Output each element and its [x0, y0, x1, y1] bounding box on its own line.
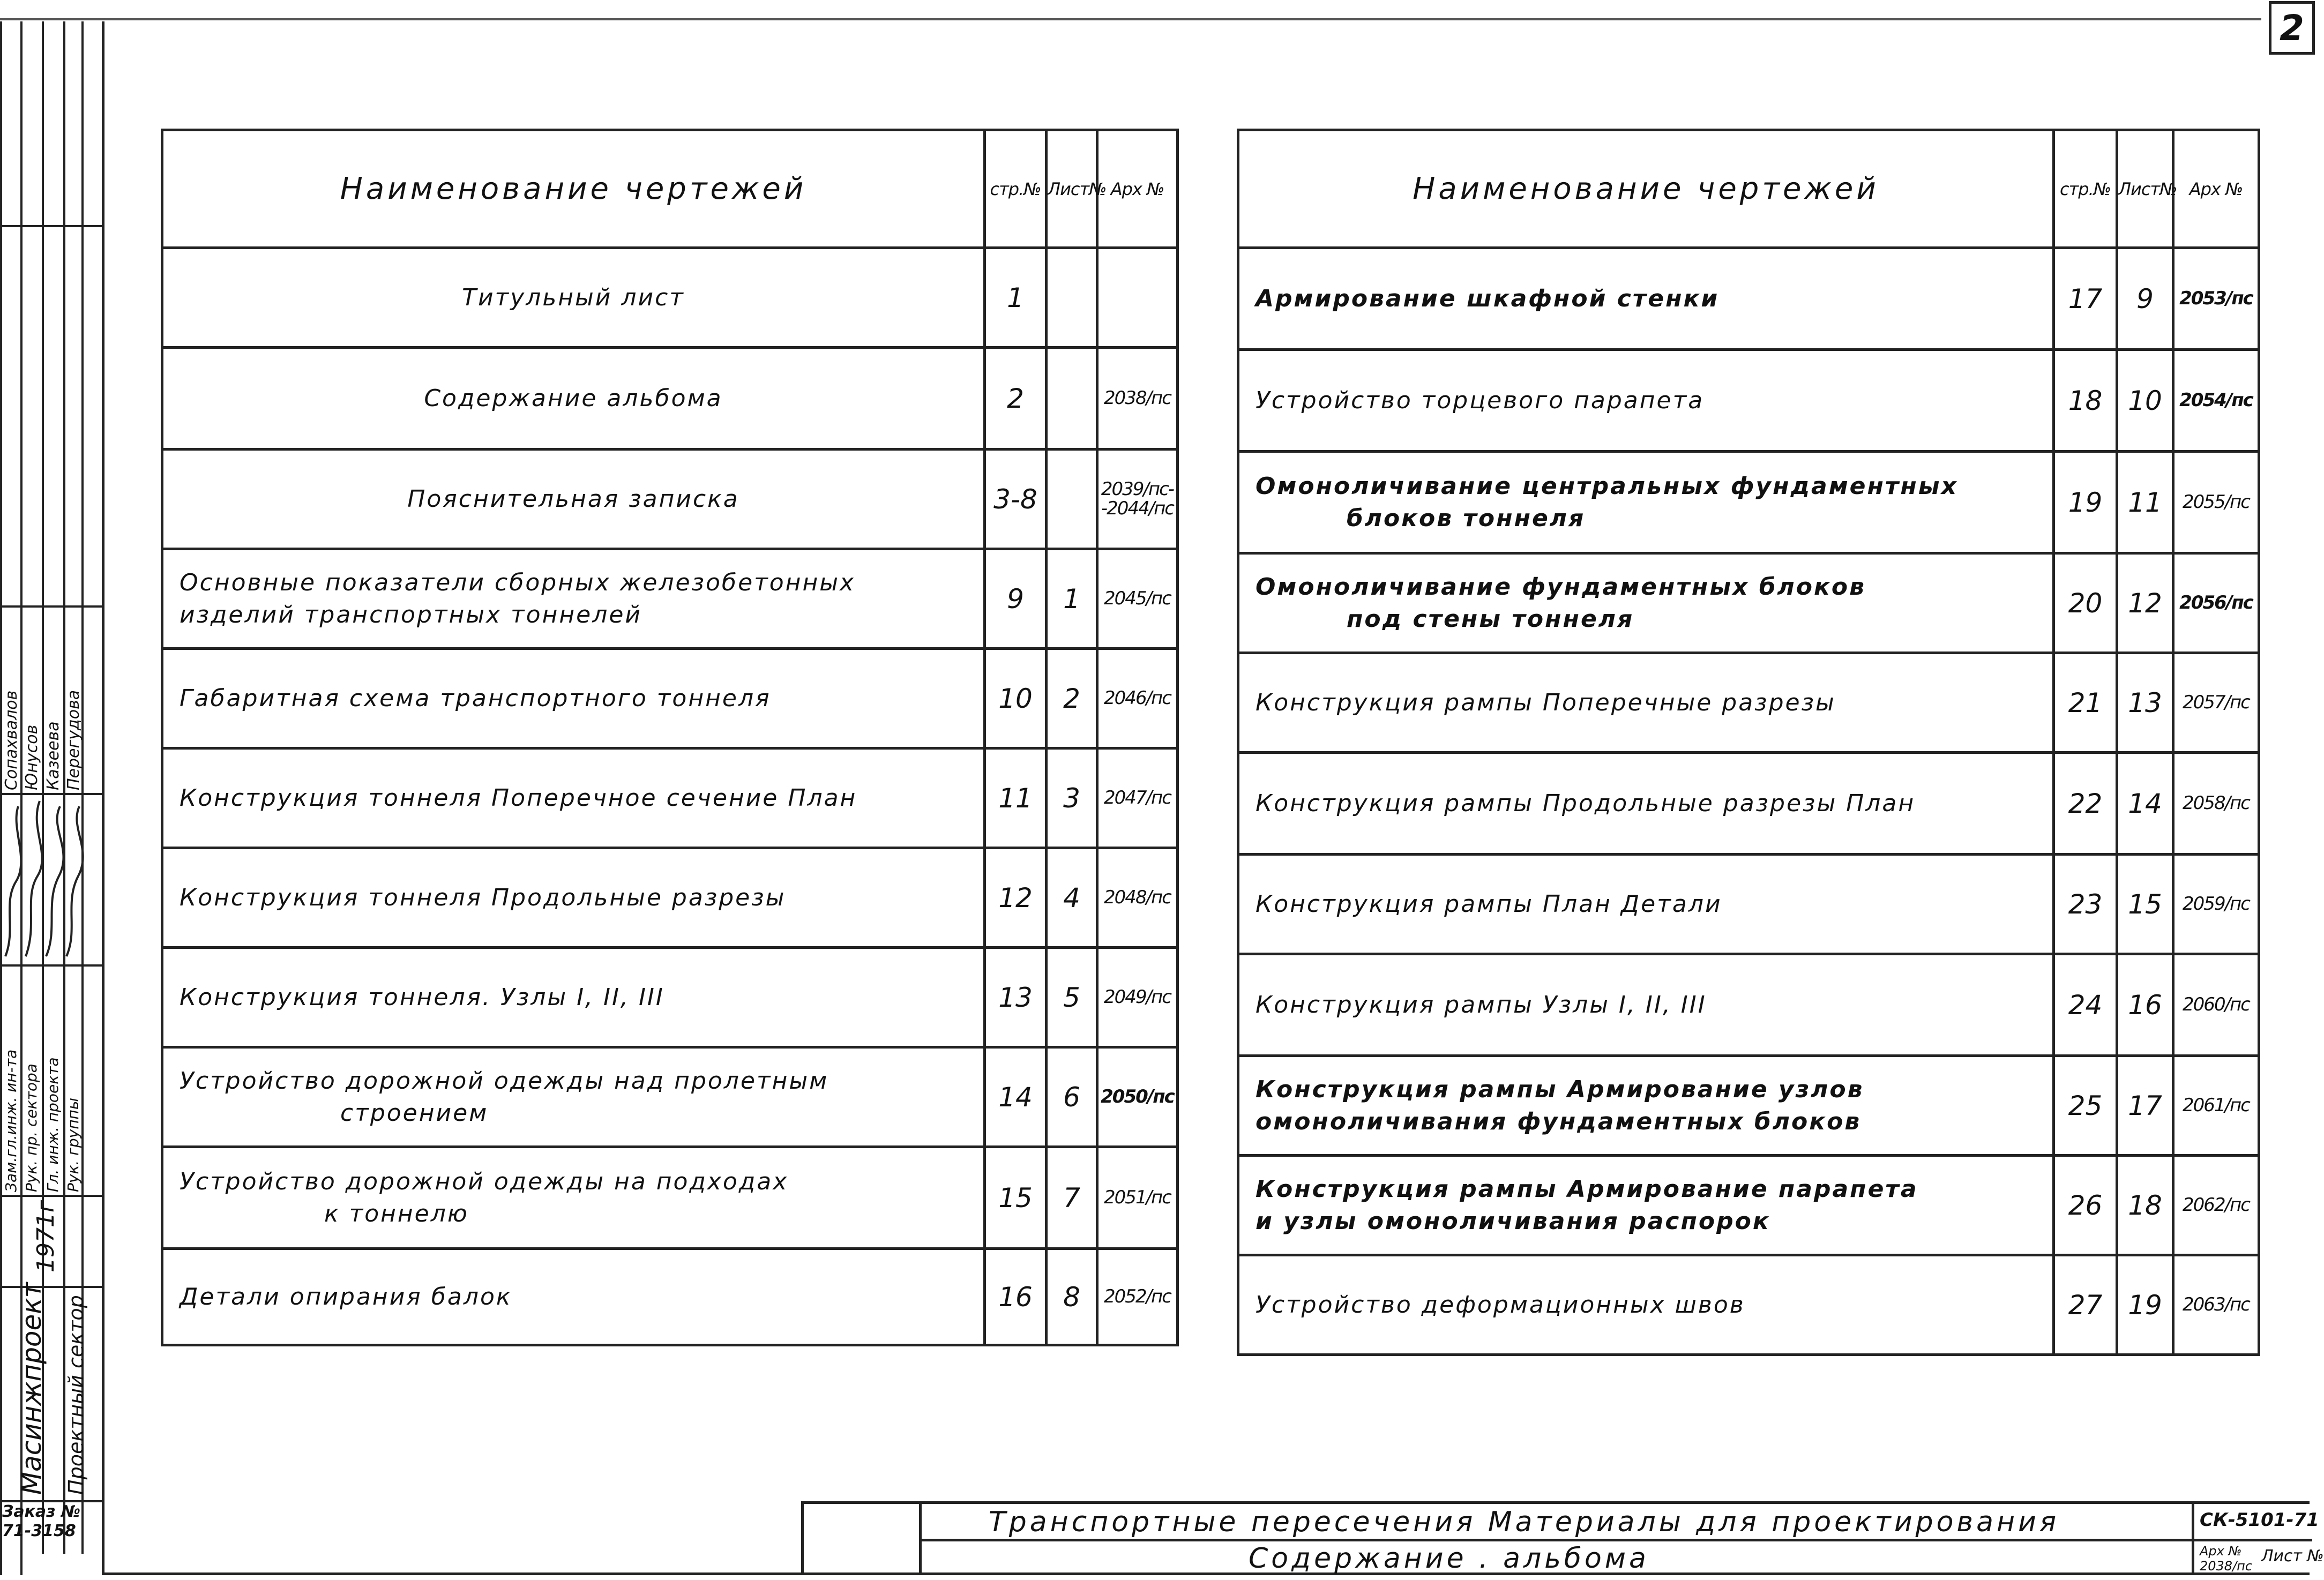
role-4: Рук. группы: [64, 1098, 82, 1192]
arch-value: 2038/пс: [2200, 1559, 2253, 1574]
page-cell: 16: [985, 1249, 1047, 1345]
arch-cell: 2061/пс: [2173, 1056, 2259, 1156]
sheet-cell: [1047, 248, 1097, 348]
arch-cell: 2059/пс: [2173, 855, 2259, 954]
strip-line: [0, 793, 102, 795]
drawing-title: Габаритная схема транспортного тоннеля: [162, 649, 985, 748]
arch-cell: 2049/пс: [1097, 948, 1178, 1047]
table-row: [1238, 753, 2259, 855]
arch-cell: 2048/пс: [1097, 848, 1178, 948]
arch-cell: 2052/пс: [1097, 1249, 1178, 1345]
page-cell: 2: [985, 348, 1047, 450]
sheet-cell: 16: [2117, 954, 2173, 1056]
sheet-cell: 11: [2117, 452, 2173, 553]
drawing-title: Конструкция рампы План Детали: [1238, 855, 2054, 954]
sheet-cell: 13: [2117, 653, 2173, 753]
table-row: [1238, 1056, 2259, 1156]
drawing-title: Омоноличивание центральных фундаментных блоков тоннеля: [1238, 452, 2054, 553]
role-2: Рук. пр. сектора: [23, 1064, 40, 1192]
table-row: [162, 649, 1178, 748]
stamp-divider: [919, 1539, 2312, 1541]
arch-cell: 2054/пс: [2173, 350, 2259, 452]
page-cell: 24: [2054, 954, 2117, 1056]
sheet-cell: 12: [2117, 553, 2173, 653]
page-cell: 18: [2054, 350, 2117, 452]
sheet-cell: 9: [2117, 248, 2173, 350]
drawing-title: Устройство торцевого парапета: [1238, 350, 2054, 452]
table-row: [1238, 1156, 2259, 1255]
header-drawing-name: Наименование чертежей: [162, 130, 985, 248]
drawing-title: Содержание альбома: [162, 348, 985, 450]
arch-cell: 2055/пс: [2173, 452, 2259, 553]
page-cell: 25: [2054, 1056, 2117, 1156]
side-stamp-strip: [0, 21, 102, 1575]
page-cell: 1: [985, 248, 1047, 348]
page-cell: 27: [2054, 1255, 2117, 1355]
top-border-line: [0, 18, 2261, 20]
page-cell: 15: [985, 1147, 1047, 1249]
order-label: Заказ №: [2, 1502, 81, 1521]
page-cell: 11: [985, 748, 1047, 848]
arch-cell: [1097, 248, 1178, 348]
arch-cell: 2058/пс: [2173, 753, 2259, 855]
drawing-title: Устройство деформационных швов: [1238, 1255, 2054, 1355]
sheet-label: Лист №: [2261, 1547, 2324, 1566]
table-row: [1238, 653, 2259, 753]
table-row: [162, 1249, 1178, 1345]
sheet-cell: 7: [1047, 1147, 1097, 1249]
document-code: СК-5101-71: [2200, 1509, 2319, 1531]
header-arch-no: Арх №: [2173, 130, 2259, 248]
strip-line: [0, 1195, 102, 1197]
sheet-cell: [1047, 348, 1097, 450]
drawing-title: Армирование шкафной стенки: [1238, 248, 2054, 350]
arch-cell: 2063/пс: [2173, 1255, 2259, 1355]
page-cell: 13: [985, 948, 1047, 1047]
header-page-no: стр.№: [2054, 130, 2117, 248]
table-row: [1238, 553, 2259, 653]
arch-cell: 2050/пс: [1097, 1047, 1178, 1147]
arch-cell: 2062/пс: [2173, 1156, 2259, 1255]
table-row: [162, 948, 1178, 1047]
table-row: [1238, 1255, 2259, 1355]
strip-line: [0, 605, 102, 608]
drawing-title: Конструкция тоннеля Продольные разрезы: [162, 848, 985, 948]
drawing-title: Пояснительная записка: [162, 450, 985, 549]
page-cell: 20: [2054, 553, 2117, 653]
order-number: 71-3158: [2, 1522, 76, 1540]
sheet-cell: 4: [1047, 848, 1097, 948]
sheet-cell: 15: [2117, 855, 2173, 954]
arch-cell: 2060/пс: [2173, 954, 2259, 1056]
page-cell: 17: [2054, 248, 2117, 350]
sheet-cell: 19: [2117, 1255, 2173, 1355]
strip-line: [0, 1286, 102, 1288]
table-row: [1238, 248, 2259, 350]
drawing-title: Конструкция рампы Поперечные разрезы: [1238, 653, 2054, 753]
header-sheet-no: Лист№: [1047, 130, 1097, 248]
drawing-title: Конструкция рампы Армирование парапета и узлы омоноличивания распорок: [1238, 1156, 2054, 1255]
table-row: [162, 450, 1178, 549]
page-cell: 22: [2054, 753, 2117, 855]
table-row: [162, 248, 1178, 348]
project-title: Транспортные пересечения Материалы для проектирования: [989, 1506, 2060, 1538]
table-row: [162, 1047, 1178, 1147]
drawing-title: Основные показатели сборных железобетонных изделий транспортных тоннелей: [162, 549, 985, 649]
sheet-cell: [1047, 450, 1097, 549]
table-row: [162, 748, 1178, 848]
sheet-cell: 1: [1047, 549, 1097, 649]
drawing-title: Титульный лист: [162, 248, 985, 348]
name-3: Казеева: [44, 721, 63, 790]
sheet-cell: 17: [2117, 1056, 2173, 1156]
table-row: [1238, 350, 2259, 452]
page-number: 2: [2280, 7, 2304, 49]
drawing-title: Конструкция тоннеля. Узлы I, II, III: [162, 948, 985, 1047]
sector: Проектный сектор: [64, 1295, 88, 1495]
drawing-title: Конструкция рампы Узлы I, II, III: [1238, 954, 2054, 1056]
table-row: [1238, 954, 2259, 1056]
arch-cell: 2046/пс: [1097, 649, 1178, 748]
drawing-title: Устройство дорожной одежды над пролетным строением: [162, 1047, 985, 1147]
page-cell: 3-8: [985, 450, 1047, 549]
arch-cell: 2056/пс: [2173, 553, 2259, 653]
drawing-title: Конструкция тоннеля Поперечное сечение План: [162, 748, 985, 848]
sheet-cell: 6: [1047, 1047, 1097, 1147]
contents-table-left: [161, 129, 1179, 1346]
sheet-cell: 2: [1047, 649, 1097, 748]
header-drawing-name: Наименование чертежей: [1238, 130, 2054, 248]
table-header-row: [1238, 130, 2259, 248]
drawing-title: Омоноличивание фундаментных блоков под стены тоннеля: [1238, 553, 2054, 653]
page-cell: 9: [985, 549, 1047, 649]
page-number-box: [2269, 1, 2315, 55]
sheet-title: Содержание . альбома: [1249, 1542, 1649, 1575]
header-sheet-no: Лист№: [2117, 130, 2173, 248]
drawing-title: Устройство дорожной одежды на подходах к тоннелю: [162, 1147, 985, 1249]
drawing-title: Конструкция рампы Продольные разрезы План: [1238, 753, 2054, 855]
sheet-cell: 14: [2117, 753, 2173, 855]
name-1: Сопахвалов: [2, 690, 21, 790]
year: 1971г: [32, 1200, 59, 1272]
page-cell: 14: [985, 1047, 1047, 1147]
page-cell: 10: [985, 649, 1047, 748]
table-header-row: [162, 130, 1178, 248]
table-row: [162, 549, 1178, 649]
role-3: Гл. инж. проекта: [44, 1057, 62, 1192]
table-row: [162, 348, 1178, 450]
organization: Масинжпроект: [16, 1282, 47, 1495]
drawing-title: Конструкция рампы Армирование узлов омоноличивания фундаментных блоков: [1238, 1056, 2054, 1156]
sheet-cell: 18: [2117, 1156, 2173, 1255]
strip-line: [0, 225, 102, 227]
arch-cell: 2039/пс- -2044/пс: [1097, 450, 1178, 549]
table-row: [1238, 452, 2259, 553]
table-row: [162, 1147, 1178, 1249]
sheet-cell: 5: [1047, 948, 1097, 1047]
name-4: Перегудова: [64, 690, 83, 790]
arch-cell: 2047/пс: [1097, 748, 1178, 848]
arch-cell: 2053/пс: [2173, 248, 2259, 350]
contents-table-right: [1237, 129, 2260, 1356]
name-2: Юнусов: [23, 724, 41, 790]
sheet-cell: 10: [2117, 350, 2173, 452]
header-arch-no: Арх №: [1097, 130, 1178, 248]
drawing-title: Детали опирания балок: [162, 1249, 985, 1345]
page-cell: 19: [2054, 452, 2117, 553]
sheet-cell: 3: [1047, 748, 1097, 848]
arch-cell: 2038/пс: [1097, 348, 1178, 450]
role-1: Зам.гл.инж. ин-та: [2, 1049, 20, 1192]
header-page-no: стр.№: [985, 130, 1047, 248]
page-cell: 26: [2054, 1156, 2117, 1255]
page-cell: 23: [2054, 855, 2117, 954]
table-row: [1238, 855, 2259, 954]
page-cell: 21: [2054, 653, 2117, 753]
strip-line: [0, 964, 102, 967]
arch-cell: 2045/пс: [1097, 549, 1178, 649]
arch-cell: 2057/пс: [2173, 653, 2259, 753]
sheet-cell: 8: [1047, 1249, 1097, 1345]
arch-cell: 2051/пс: [1097, 1147, 1178, 1249]
title-block: [801, 1501, 2324, 1575]
table-row: [162, 848, 1178, 948]
page-cell: 12: [985, 848, 1047, 948]
signatures: [0, 796, 102, 962]
arch-label: Арх №: [2200, 1544, 2242, 1559]
